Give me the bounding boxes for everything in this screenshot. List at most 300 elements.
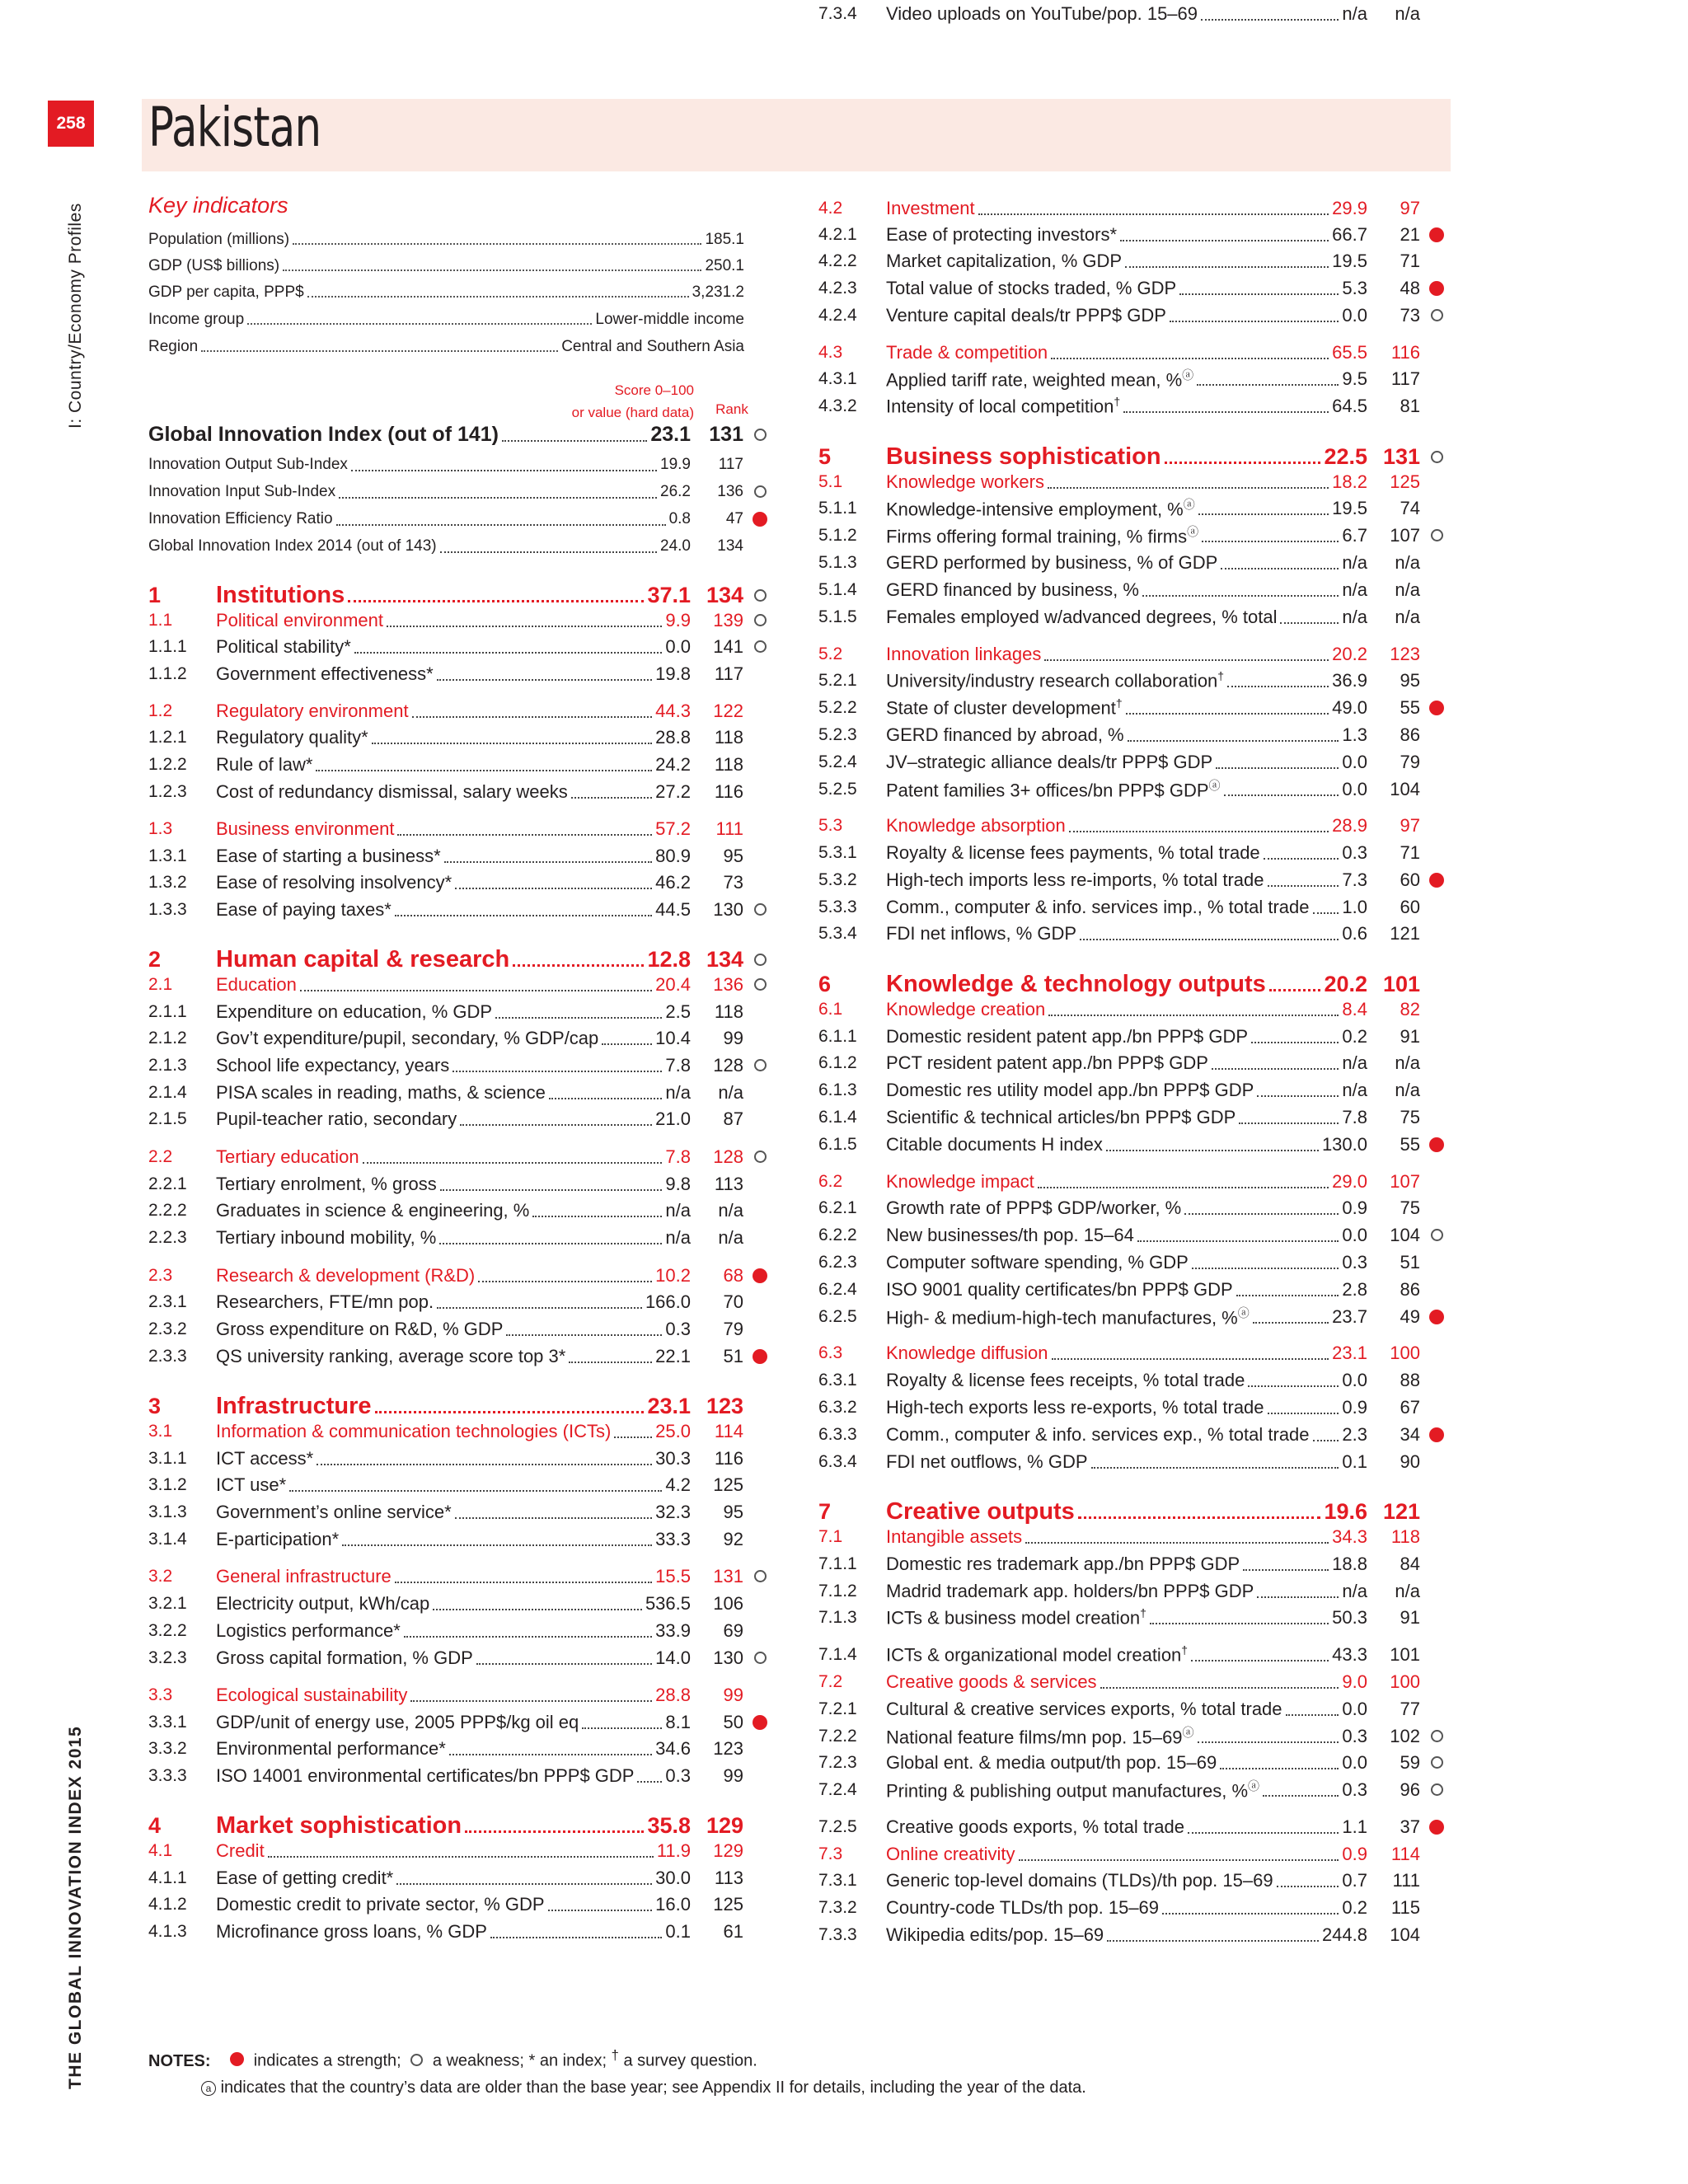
leader-dots (1078, 1516, 1321, 1519)
row-rank: 107 (1390, 1170, 1420, 1192)
row-score: n/a (665, 1081, 691, 1103)
rank-header: Rank (715, 401, 748, 417)
row-score: 19.9 (660, 455, 691, 473)
mark-cell (743, 512, 776, 527)
indicator-row (818, 522, 1453, 549)
row-code: 4.2.2 (818, 251, 857, 270)
indicator-row (818, 1023, 1453, 1050)
row-score: 0.1 (1342, 1451, 1367, 1472)
row-label: Market capitalization, % GDP (886, 250, 1123, 271)
row-score: 64.5 (1332, 395, 1367, 416)
row-score: 0.9 (1342, 1843, 1367, 1864)
leader-dots (1038, 1187, 1329, 1188)
leader-dots (1091, 1467, 1339, 1469)
weakness-icon (1431, 1783, 1443, 1796)
weakness-icon (754, 1570, 767, 1582)
row-score: 0.0 (1342, 1369, 1367, 1390)
indicator-row (148, 1052, 776, 1079)
strength-icon (1429, 873, 1444, 888)
row-score: 34.3 (1332, 1526, 1367, 1547)
leader-dots (455, 1517, 652, 1519)
row-label: FDI net outflows, % GDP (886, 1451, 1088, 1472)
mark-cell (1420, 1756, 1453, 1769)
row-score: 7.3 (1342, 869, 1367, 890)
leader-dots (1100, 1687, 1339, 1689)
row-code: 1.3.2 (148, 872, 187, 892)
indicator-row (818, 1303, 1453, 1330)
row-rank: 114 (714, 1420, 743, 1441)
row-rank: 95 (723, 1501, 743, 1522)
row-rank: 116 (714, 1447, 743, 1469)
indicator-row (148, 505, 776, 532)
row-rank: 122 (713, 700, 743, 721)
indicator-row (148, 660, 776, 687)
row-rank: 96 (1400, 1779, 1420, 1800)
leader-dots (1197, 384, 1339, 386)
leader-dots (293, 243, 701, 245)
leader-dots (1107, 1940, 1319, 1942)
row-label-suffix: ⓐ (1208, 778, 1221, 792)
leader-dots (476, 1663, 652, 1665)
sub-pillar-row (818, 339, 1453, 366)
indicator-row (818, 1276, 1453, 1303)
leader-dots (1224, 794, 1339, 796)
mark-cell (1420, 309, 1453, 321)
row-code: 7.3.3 (818, 1924, 857, 1944)
row-rank: 75 (1400, 1106, 1420, 1127)
score-header (536, 379, 694, 424)
row-label-suffix: ⓐ (1182, 368, 1194, 382)
indicator-row (148, 1498, 776, 1526)
row-rank: 88 (1400, 1369, 1420, 1390)
row-score: 166.0 (645, 1291, 691, 1312)
leader-dots (1313, 1440, 1339, 1441)
row-rank: 91 (1400, 1606, 1420, 1628)
mark-cell (1420, 1310, 1453, 1324)
row-score: 23.1 (1332, 1342, 1367, 1363)
mark-cell (743, 1059, 776, 1071)
row-label: ISO 9001 quality certificates/bn PPP$ GDP (886, 1278, 1233, 1300)
row-label: Ecological sustainability (216, 1684, 408, 1705)
sub-pillar-row (818, 1523, 1453, 1550)
row-score: 130.0 (1321, 1133, 1367, 1155)
row-label: Ease of protecting investors* (886, 223, 1118, 245)
row-score: 44.5 (655, 898, 691, 920)
row-code: 3.3.3 (148, 1765, 187, 1785)
row-rank: n/a (1395, 1079, 1420, 1100)
row-score: 11.9 (656, 1840, 691, 1861)
row-score: 0.0 (1342, 751, 1367, 772)
row-label: Credit (216, 1840, 265, 1861)
row-code: 4.2.3 (818, 278, 857, 298)
row-code: 2.3 (148, 1265, 173, 1285)
row-label: Electricity output, kWh/cap (216, 1592, 430, 1614)
sub-pillar-row (818, 812, 1453, 839)
weakness-icon (754, 978, 767, 991)
indicator-row (148, 532, 776, 560)
row-label: Tertiary education (216, 1146, 359, 1167)
row-code: 7.2.5 (818, 1816, 857, 1836)
leader-dots (1069, 831, 1329, 832)
indicator-row (148, 1590, 776, 1617)
leader-dots (1253, 1322, 1329, 1324)
row-rank: 86 (1400, 1278, 1420, 1300)
row-label: High-tech exports less re-exports, % total trade (886, 1396, 1264, 1418)
row-code: 6.1.3 (818, 1080, 857, 1099)
row-code: 1.1.1 (148, 636, 187, 656)
row-code: 7.3.1 (818, 1870, 857, 1890)
row-label-suffix: † (1140, 1605, 1146, 1619)
row-label: Growth rate of PPP$ GDP/worker, % (886, 1197, 1182, 1218)
indicator-row (148, 1471, 776, 1498)
row-rank: 128 (713, 1146, 743, 1167)
row-score: 23.7 (1332, 1305, 1367, 1327)
row-rank: 21 (1400, 223, 1420, 245)
row-score: 2.5 (665, 1001, 691, 1022)
indicator-row (818, 247, 1453, 274)
row-rank: n/a (1395, 606, 1420, 627)
row-code: 7.3.2 (818, 1897, 857, 1917)
row-score: 29.0 (1332, 1170, 1367, 1192)
row-rank: 141 (713, 635, 743, 657)
row-rank: 61 (723, 1920, 743, 1942)
row-score: 28.8 (655, 1684, 691, 1705)
leader-dots (247, 323, 592, 325)
row-rank: 67 (1400, 1396, 1420, 1418)
mark-cell (1420, 873, 1453, 888)
row-rank: 123 (713, 1737, 743, 1759)
row-score: 0.9 (1342, 1197, 1367, 1218)
notes-weakness-text: a weakness; * an index; (432, 2051, 607, 2070)
leader-dots (1212, 1068, 1339, 1070)
row-rank: 99 (723, 1027, 743, 1048)
leader-dots (1269, 989, 1321, 991)
leader-dots (437, 679, 652, 681)
indicator-row (148, 1024, 776, 1052)
row-label: Madrid trademark app. holders/bn PPP$ GDP (886, 1580, 1254, 1601)
side-publication-label: THE GLOBAL INNOVATION INDEX 2015 (66, 1725, 85, 2089)
leader-dots (569, 1361, 652, 1363)
row-label: Government effectiveness* (216, 663, 434, 684)
row-label-suffix: ⓐ (1248, 1779, 1260, 1793)
sub-pillar-row (148, 607, 776, 634)
row-code: 5.2.3 (818, 724, 857, 744)
row-score: 23.1 (647, 1393, 691, 1418)
row-rank: 49 (1400, 1305, 1420, 1327)
row-code: 6.2.3 (818, 1252, 857, 1272)
row-score: 0.0 (1342, 778, 1367, 799)
row-rank: 125 (1390, 471, 1420, 492)
row-score: 12.8 (647, 946, 691, 972)
row-score: 5.3 (1342, 277, 1367, 298)
row-label: Regulatory environment (216, 700, 409, 721)
indicator-row (818, 1722, 1453, 1750)
row-label: Knowledge impact (886, 1170, 1034, 1192)
leader-dots (437, 1307, 642, 1309)
key-indicator-value: 185.1 (705, 231, 744, 248)
row-rank: n/a (1395, 1052, 1420, 1073)
indicator-row (148, 1762, 776, 1789)
row-rank: 125 (713, 1893, 743, 1915)
row-rank: 116 (1390, 341, 1420, 363)
row-rank: 134 (706, 582, 743, 607)
row-score: n/a (665, 1226, 691, 1248)
row-label-suffix: ⓐ (1183, 497, 1195, 511)
leader-dots (1257, 1095, 1339, 1097)
row-score: 0.0 (1342, 304, 1367, 326)
sub-pillar-row (818, 1668, 1453, 1695)
row-code: 6.1 (818, 999, 843, 1019)
row-code: 7.1.4 (818, 1644, 857, 1664)
row-label: Researchers, FTE/mn pop. (216, 1291, 434, 1312)
leader-dots (1248, 1385, 1339, 1387)
leader-dots (637, 1781, 662, 1783)
row-label: Ease of starting a business* (216, 845, 441, 866)
row-score: 22.1 (655, 1345, 691, 1366)
row-label: Tertiary inbound mobility, % (216, 1226, 437, 1248)
row-code: 4.1.1 (148, 1868, 187, 1887)
row-rank: 60 (1400, 896, 1420, 917)
row-label: Comm., computer & info. services imp., % total trade (886, 896, 1310, 917)
leader-dots (1025, 1542, 1329, 1544)
weakness-icon (754, 485, 767, 498)
strength-icon (1429, 1137, 1444, 1152)
row-rank: 97 (1400, 197, 1420, 218)
row-rank: 100 (1390, 1671, 1420, 1692)
mark-cell (1420, 1137, 1453, 1152)
row-code: 5.2.1 (818, 670, 857, 690)
row-label: Domestic resident patent app./bn PPP$ GDP (886, 1025, 1249, 1047)
indicator-row (818, 1550, 1453, 1577)
leader-dots (614, 1436, 652, 1438)
leader-dots (502, 440, 647, 442)
sub-pillar-row (818, 468, 1453, 495)
row-label: Firms offering formal training, % firmsⓐ (886, 524, 1199, 547)
leader-dots (455, 888, 652, 889)
row-score: 19.5 (1332, 250, 1367, 271)
leader-dots (339, 497, 657, 499)
row-rank: 117 (1390, 368, 1420, 389)
leader-dots (478, 1281, 652, 1282)
row-label: Video uploads on YouTube/pop. 15–69 (886, 2, 1198, 24)
leader-dots (1277, 1886, 1339, 1887)
row-score: 26.2 (660, 482, 691, 500)
leader-dots (1239, 1122, 1339, 1124)
row-code: 7.2.3 (818, 1752, 857, 1772)
leader-dots (1106, 1150, 1319, 1151)
row-code: 7.2.1 (818, 1699, 857, 1718)
key-indicator-label: GDP per capita, PPP$ (148, 284, 304, 301)
row-score: 20.2 (1332, 643, 1367, 664)
row-score: 0.2 (1342, 1896, 1367, 1918)
indicator-row (818, 721, 1453, 748)
row-rank: 111 (1392, 1869, 1420, 1891)
row-code: 4.3 (818, 342, 843, 362)
row-rank: 81 (1400, 395, 1420, 416)
row-label: Microfinance gross loans, % GDP (216, 1920, 487, 1942)
row-label: QS university ranking, average score top 3* (216, 1345, 566, 1366)
sub-pillar-row (818, 640, 1453, 668)
mark-cell (1420, 529, 1453, 541)
row-score: 7.8 (1342, 1106, 1367, 1127)
row-code: 3.3.1 (148, 1712, 187, 1732)
side-section-label: I: Country/Economy Profiles (66, 203, 85, 429)
row-code: 2.1 (148, 974, 173, 994)
row-rank: 130 (713, 898, 743, 920)
row-code: 5.1.3 (818, 552, 857, 572)
row-score: 1.1 (1342, 1816, 1367, 1837)
row-label: Citable documents H index (886, 1133, 1103, 1155)
leader-dots (1188, 1832, 1339, 1834)
row-score: 22.5 (1324, 443, 1367, 469)
row-rank: 75 (1400, 1197, 1420, 1218)
row-code: 7.1.1 (818, 1554, 857, 1573)
row-score: 10.4 (655, 1027, 691, 1048)
row-rank: 47 (725, 509, 743, 527)
row-rank: 116 (714, 780, 743, 802)
row-label: Generic top-level domains (TLDs)/th pop. 15–69 (886, 1869, 1273, 1891)
leader-dots (1257, 1596, 1339, 1598)
indicator-row (148, 1644, 776, 1671)
row-score: 0.7 (1342, 1869, 1367, 1891)
row-rank: n/a (718, 1226, 743, 1248)
indicator-row (818, 1813, 1453, 1840)
mark-cell (743, 614, 776, 626)
leader-dots (1268, 885, 1339, 887)
row-score: 37.1 (647, 582, 691, 607)
indicator-row (818, 1076, 1453, 1104)
mark-cell (743, 1652, 776, 1664)
mark-cell (743, 485, 776, 498)
page-number: 258 (48, 101, 94, 147)
row-label: Market sophistication (216, 1811, 462, 1839)
leader-dots (1268, 1413, 1339, 1414)
row-label: Ease of resolving insolvency* (216, 871, 452, 893)
row-rank: 73 (1400, 304, 1420, 326)
row-score: n/a (1342, 1580, 1367, 1601)
leader-dots (1123, 411, 1329, 413)
indicator-row (818, 920, 1453, 947)
row-label: Human capital & research (216, 945, 510, 972)
leader-dots (404, 1636, 652, 1638)
leader-dots (397, 834, 652, 836)
row-code: 5.2.5 (818, 779, 857, 799)
row-label: Global Innovation Index (out of 141) (148, 423, 499, 446)
sub-pillar-row (148, 1262, 776, 1289)
sub-pillar-row (818, 996, 1453, 1023)
row-code: 2.1.1 (148, 1001, 187, 1021)
row-score: 18.2 (1332, 471, 1367, 492)
indicator-row (818, 1577, 1453, 1605)
indicator-row (818, 776, 1453, 803)
row-label: Government’s online service* (216, 1501, 452, 1522)
row-label: Innovation Efficiency Ratio (148, 509, 333, 527)
row-label-suffix: ⓐ (1182, 1725, 1194, 1739)
indicator-row (818, 603, 1453, 630)
row-score: 23.1 (650, 423, 691, 446)
indicator-row (818, 494, 1453, 522)
row-code: 5.1.5 (818, 607, 857, 626)
row-rank: 99 (723, 1765, 743, 1786)
row-score: 30.0 (655, 1867, 691, 1888)
row-score: 18.8 (1332, 1553, 1367, 1574)
indicator-row (148, 1864, 776, 1891)
row-code: 2.1.2 (148, 1028, 187, 1047)
leader-dots (1264, 858, 1339, 860)
row-label: Knowledge workers (886, 471, 1044, 492)
row-label: GERD financed by business, % (886, 579, 1139, 600)
leader-dots (307, 296, 689, 298)
row-label: Ease of getting credit* (216, 1867, 394, 1888)
row-code: 4.1.3 (148, 1921, 187, 1941)
sub-pillar-row (148, 697, 776, 724)
row-label: Country-code TLDs/th pop. 15–69 (886, 1896, 1160, 1918)
notes-label: NOTES: (148, 2051, 211, 2070)
row-rank: 101 (1390, 1643, 1420, 1665)
row-rank: n/a (718, 1199, 743, 1221)
row-score: 33.9 (655, 1619, 691, 1641)
row-label-suffix: ⓐ (1187, 524, 1199, 538)
strength-icon (753, 1349, 767, 1364)
row-score: 50.3 (1332, 1606, 1367, 1628)
row-label: Gross expenditure on R&D, % GDP (216, 1318, 504, 1339)
strength-legend-icon (230, 2048, 244, 2074)
leader-dots (387, 626, 662, 627)
row-label: Creative goods & services (886, 1671, 1097, 1692)
row-score: 9.5 (1342, 368, 1367, 389)
row-label: Patent families 3+ offices/bn PPP$ GDPⓐ (886, 778, 1221, 801)
row-rank: 73 (723, 871, 743, 893)
row-score: 27.2 (655, 780, 691, 802)
mark-cell (743, 978, 776, 991)
row-score: 29.9 (1332, 197, 1367, 218)
strength-icon (1429, 1820, 1444, 1835)
row-label: Political environment (216, 609, 383, 630)
indicator-row (818, 392, 1453, 419)
leader-dots (1202, 541, 1339, 542)
leader-dots (300, 990, 652, 991)
leader-dots (1170, 321, 1339, 322)
leader-dots (1019, 1859, 1339, 1861)
row-rank: 118 (1390, 1526, 1420, 1547)
sub-pillar-row (148, 1681, 776, 1708)
row-score: 34.6 (655, 1737, 691, 1759)
row-code: 5.3.2 (818, 869, 857, 889)
weakness-icon (754, 903, 767, 916)
row-score: n/a (1342, 551, 1367, 573)
row-label: Gov’t expenditure/pupil, secondary, % GDP/cap (216, 1027, 599, 1048)
leader-dots (1142, 595, 1339, 597)
row-label: Expenditure on education, % GDP (216, 1001, 493, 1022)
leader-dots (1120, 240, 1329, 241)
indicator-row (818, 839, 1453, 866)
row-code: 7.1 (818, 1526, 843, 1546)
leader-dots (1080, 939, 1339, 940)
indicator-row (818, 866, 1453, 893)
row-label: Innovation linkages (886, 643, 1042, 664)
row-label: Gross capital formation, % GDP (216, 1647, 473, 1668)
row-rank: 106 (713, 1592, 743, 1614)
row-score: n/a (1342, 606, 1367, 627)
row-code: 3.2 (148, 1566, 173, 1586)
key-indicators-title: Key indicators (148, 193, 288, 218)
indicator-row (818, 1776, 1453, 1803)
leader-dots (1048, 1015, 1339, 1016)
indicator-row (148, 751, 776, 778)
key-indicator-label: Region (148, 338, 199, 355)
mark-cell (743, 1570, 776, 1582)
row-label: ICT access* (216, 1447, 314, 1469)
